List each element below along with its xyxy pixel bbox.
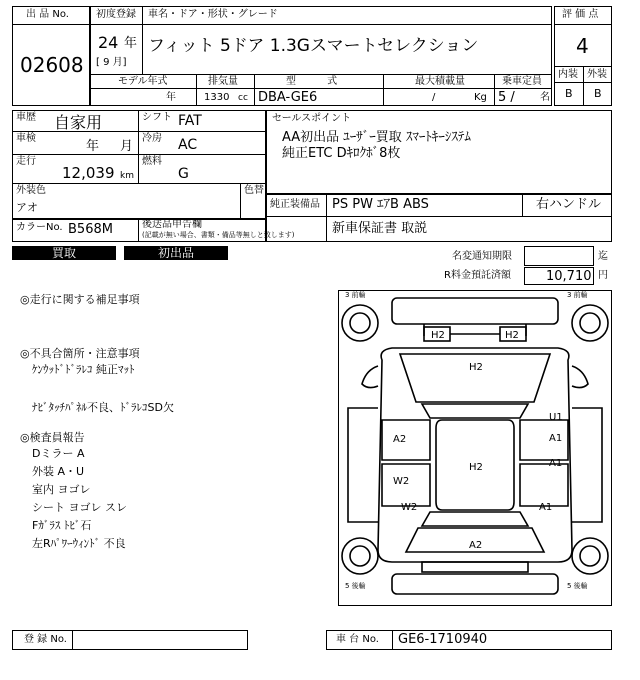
transfer-deadline-unit: 迄 xyxy=(598,251,608,262)
mark-front-left-light: H2 xyxy=(431,330,445,341)
registration-no-label: 登 録 No. xyxy=(24,634,67,645)
shift-label: シフト xyxy=(142,112,172,123)
type-value: DBA-GE6 xyxy=(258,90,318,105)
displacement-label: 排気量 xyxy=(208,76,238,87)
recycle-fee-label: R料金預託済額 xyxy=(444,270,511,281)
inspection-year: 年 xyxy=(86,139,100,154)
color-label: 外装色 xyxy=(16,185,46,196)
fuel-value: G xyxy=(178,166,189,182)
displacement-unit: cc xyxy=(238,93,248,103)
warranty-value: 新車保証書 取説 xyxy=(332,221,428,236)
defects-line-3: ﾅﾋﾞﾀｯﾁﾊﾟﾈﾙ不良、ﾄﾞﾗﾚｺSD欠 xyxy=(32,401,174,414)
model-year-label: モデル年式 xyxy=(118,76,168,87)
load-value: / xyxy=(432,92,436,103)
recycle-fee-value: 10,710 xyxy=(546,269,592,284)
details-box xyxy=(12,110,266,220)
lot-number: 02608 xyxy=(20,53,84,77)
first-listing-badge: 初出品 xyxy=(124,246,228,260)
model-year-unit: 年 xyxy=(166,92,176,103)
chassis-no-value: GE6-1710940 xyxy=(398,632,488,647)
recycle-fee-unit: 円 xyxy=(598,270,608,281)
inspector-line-1: Dミラー A xyxy=(32,447,85,460)
mark-left-front-door: A2 xyxy=(393,434,407,445)
lot-label: 出 品 No. xyxy=(26,9,69,20)
mark-left-rear-door: W2 xyxy=(393,476,410,487)
car-diagram xyxy=(338,290,612,606)
registration-month: [ 9 月] xyxy=(96,57,127,68)
sales-point-line-2: 純正ETC Dｷﾛｸﾎﾞ8枚 xyxy=(282,146,401,161)
mark-right-rear-door: A1 xyxy=(549,458,563,469)
car-outline-drawing xyxy=(338,290,612,606)
sales-point-label: セールスポイント xyxy=(272,113,352,124)
exterior-label: 外装 xyxy=(587,69,607,80)
mark-hood: H2 xyxy=(469,362,483,373)
wheel-front-left-label: 3 前輪 xyxy=(345,291,366,299)
sales-point-line-1: AA初出品 ﾕｰｻﾞｰ買取 ｽﾏｰﾄｷｰｼｽﾃﾑ xyxy=(282,130,471,145)
load-unit: Kg xyxy=(474,92,487,103)
inspector-line-6: 左Rﾊﾟﾜｰｳｨﾝﾄﾞ 不良 xyxy=(32,537,126,550)
inspector-line-4: シート ヨゴレ スレ xyxy=(32,501,127,514)
exterior-grade: B xyxy=(594,87,602,100)
handle-value: 右ハンドル xyxy=(536,197,602,212)
mileage-value: 12,039 xyxy=(62,164,115,182)
mark-trunk: A2 xyxy=(469,540,483,551)
load-label: 最大積載量 xyxy=(415,76,465,87)
first-registration-label: 初度登録 xyxy=(96,9,136,20)
registration-year: 24 xyxy=(98,33,119,52)
displacement-value: 1330 xyxy=(204,92,230,103)
equipment-label: 純正装備品 xyxy=(270,199,320,210)
defects-heading: ◎不具合箇所・注意事項 xyxy=(20,347,140,360)
ac-label: 冷房 xyxy=(142,133,162,144)
mark-right-quarter: A1 xyxy=(539,502,553,513)
vehicle-box xyxy=(90,6,552,106)
inspection-label: 車検 xyxy=(16,133,36,144)
capacity-unit: 名 xyxy=(540,92,550,103)
car-name-label: 車名・ドア・形状・グレード xyxy=(148,9,278,20)
accessory-label: 後送品申告欄 xyxy=(142,219,202,230)
registration-year-unit: 年 xyxy=(124,36,138,51)
mileage-unit: km xyxy=(120,171,134,181)
score-label: 評 価 点 xyxy=(562,9,599,20)
transfer-deadline-label: 名変通知期限 xyxy=(452,251,512,262)
inspector-line-3: 室内 ヨゴレ xyxy=(32,483,91,496)
history-label: 車歴 xyxy=(16,112,36,123)
buyout-badge: 買取 xyxy=(12,246,116,260)
capacity-label: 乗車定員 xyxy=(502,76,542,87)
defects-line-1: ｹﾝｳｯﾄﾞﾄﾞﾗﾚｺ 純正ﾏｯﾄ xyxy=(32,363,135,376)
fuel-label: 燃料 xyxy=(142,156,162,167)
type-label: 型 式 xyxy=(286,76,338,87)
chassis-no-label: 車 台 No. xyxy=(336,634,379,645)
transfer-deadline-box xyxy=(524,246,594,266)
interior-label: 内装 xyxy=(558,69,578,80)
inspector-line-2: 外装 A・U xyxy=(32,465,85,478)
mark-right-front-fender: U1 xyxy=(549,412,563,423)
accessory-note: (記載が無い場合、書類・備品等無しと致します) xyxy=(142,231,295,239)
inspector-heading: ◎検査員報告 xyxy=(20,431,85,444)
score-value: 4 xyxy=(576,34,589,58)
color-no-value: B568M xyxy=(68,222,113,237)
supplement-heading: ◎走行に関する補足事項 xyxy=(20,293,140,306)
mileage-label: 走行 xyxy=(16,156,36,167)
color-change-label: 色替 xyxy=(244,185,264,196)
wheel-rear-left-label: 5 後輪 xyxy=(345,582,366,590)
inspector-line-5: Fｶﾞﾗｽ ﾄﾋﾞ石 xyxy=(32,519,92,532)
ac-value: AC xyxy=(178,137,198,153)
mark-left-quarter: W2 xyxy=(401,502,418,513)
wheel-front-right-label: 3 前輪 xyxy=(567,291,588,299)
car-name: フィット 5ドア 1.3Gスマートセレクション xyxy=(148,36,479,56)
equipment-value: PS PW ｴｱB ABS xyxy=(332,197,429,212)
color-value: アオ xyxy=(16,201,38,214)
inspection-month: 月 xyxy=(120,139,134,154)
mark-right-front-door: A1 xyxy=(549,433,563,444)
mark-roof: H2 xyxy=(469,462,483,473)
mark-front-right-light: H2 xyxy=(505,330,519,341)
history-value: 自家用 xyxy=(54,113,103,132)
interior-grade: B xyxy=(565,87,573,100)
capacity-value: 5 / xyxy=(498,90,515,105)
color-no-label: カラーNo. xyxy=(16,222,63,233)
wheel-rear-right-label: 5 後輪 xyxy=(567,582,588,590)
shift-value: FAT xyxy=(178,113,202,129)
